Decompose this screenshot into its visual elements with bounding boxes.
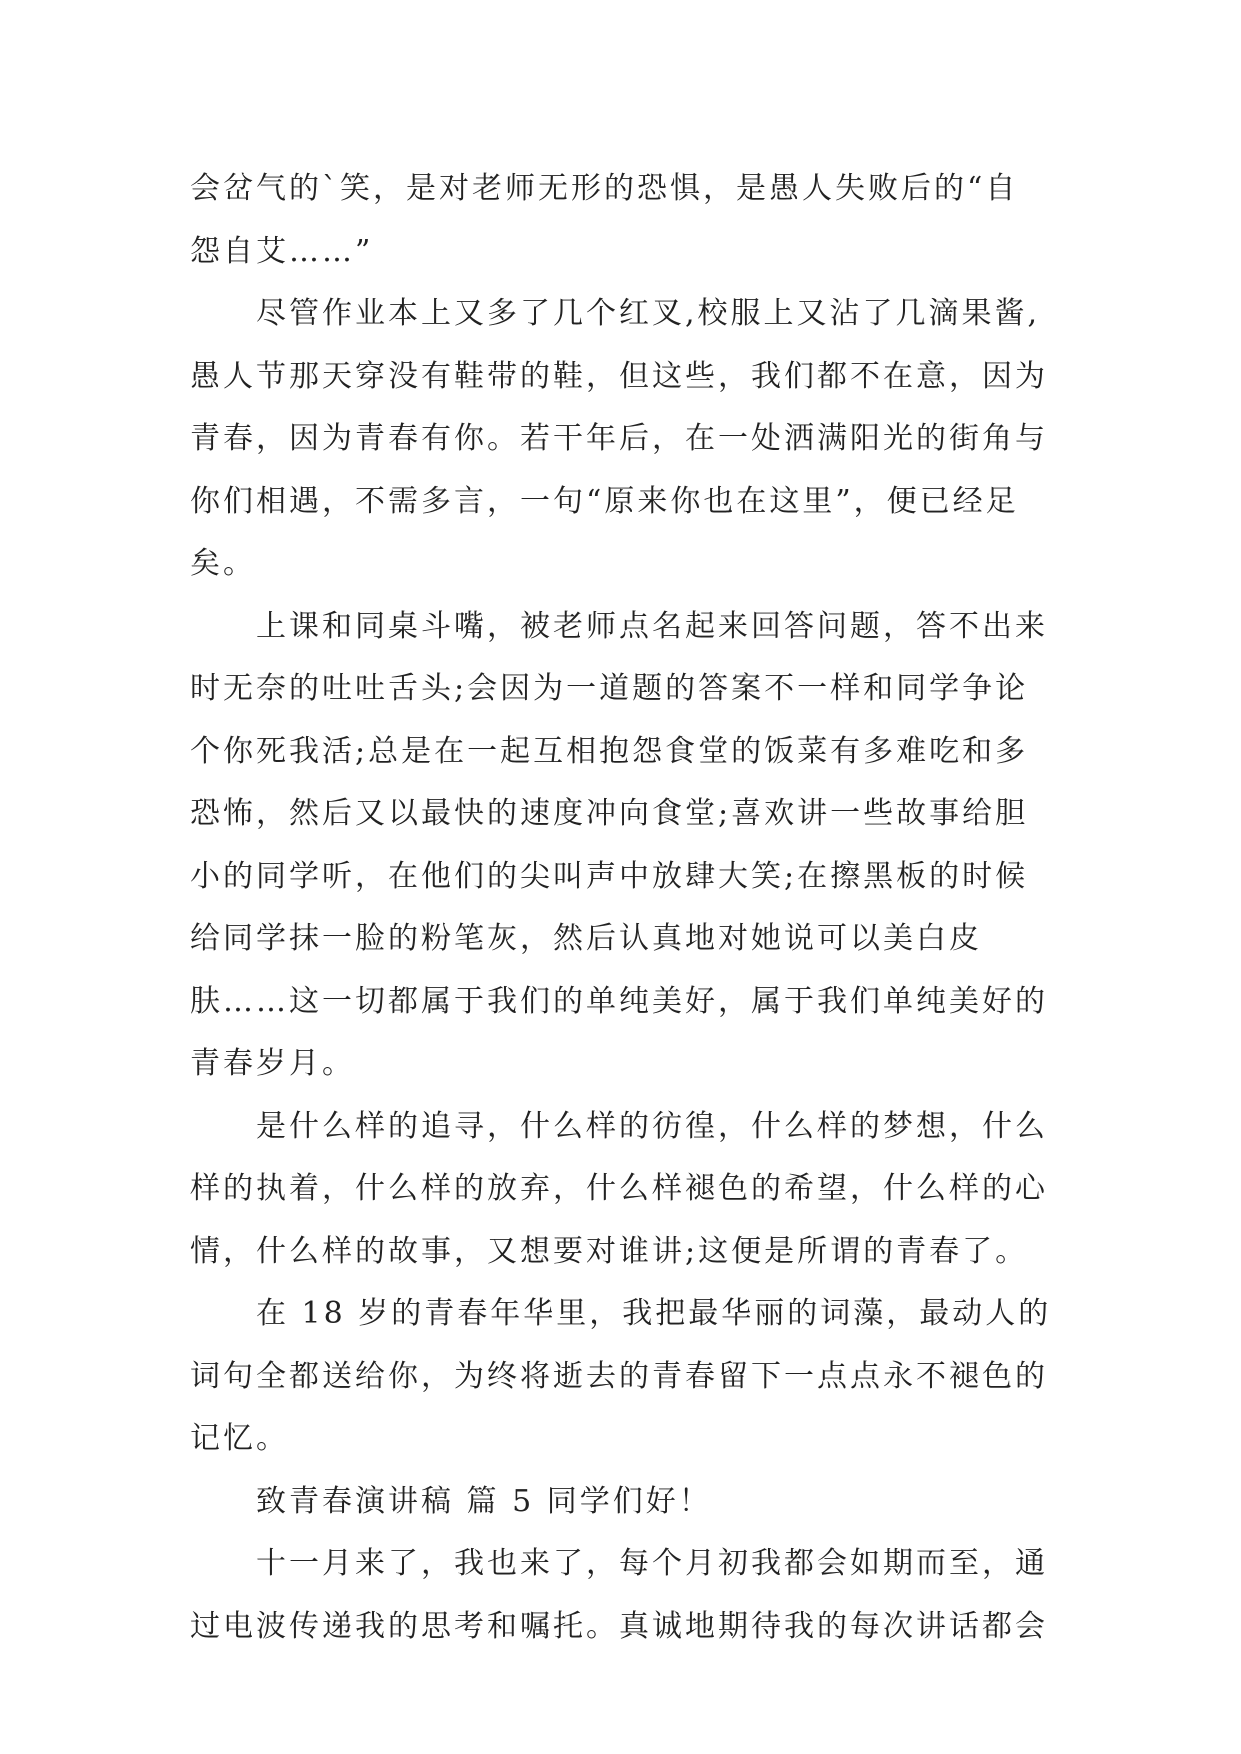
- text-line: 青春，因为青春有你。若干年后，在一处洒满阳光的街角与: [190, 421, 1048, 456]
- text-line: 给同学抹一脸的粉笔灰，然后认真地对她说可以美白皮: [190, 921, 982, 956]
- text-line: 样的执着，什么样的放弃，什么样褪色的希望，什么样的心: [190, 1171, 1048, 1206]
- text-line: 尽管作业本上又多了几个红叉,校服上又沾了几滴果酱,: [256, 296, 1041, 331]
- text-line: 青春岁月。: [190, 1046, 355, 1081]
- text-line: 词句全都送给你，为终将逝去的青春留下一点点永不褪色的: [190, 1358, 1048, 1394]
- text-line: 个你死我活;总是在一起互相抱怨食堂的饭菜有多难吃和多: [190, 733, 1029, 769]
- text-line: 情，什么样的故事，又想要对谁讲;这便是所谓的青春了。: [190, 1233, 1029, 1269]
- text-line: 愚人节那天穿没有鞋带的鞋，但这些，我们都不在意，因为: [190, 358, 1048, 394]
- text-line: 会岔气的`笑，是对老师无形的恐惧，是愚人失败后的“自: [190, 171, 1019, 206]
- text-line: 过电波传递我的思考和嘱托。真诚地期待我的每次讲话都会: [190, 1608, 1048, 1644]
- text-line: 你们相遇，不需多言，一句“原来你也在这里”，便已经足: [190, 483, 1019, 519]
- text-line: 小的同学听，在他们的尖叫声中放肆大笑;在擦黑板的时候: [190, 858, 1029, 894]
- text-line: 恐怖，然后又以最快的速度冲向食堂;喜欢讲一些故事给胆: [190, 796, 1029, 831]
- text-line: 时无奈的吐吐舌头;会因为一道题的答案不一样和同学争论: [190, 671, 1029, 706]
- document-body: [190, 158, 1050, 1658]
- text-line: 十一月来了，我也来了，每个月初我都会如期而至，通: [256, 1546, 1048, 1581]
- text-line: 肤……这一切都属于我们的单纯美好，属于我们单纯美好的: [190, 983, 1048, 1019]
- text-line: 是什么样的追寻，什么样的彷徨，什么样的梦想，什么: [256, 1108, 1048, 1144]
- text-line: 在 18 岁的青春年华里，我把最华丽的词藻，最动人的: [256, 1296, 1052, 1331]
- text-line: 矣。: [190, 546, 256, 581]
- text-line: 怨自艾……”: [190, 233, 374, 269]
- text-line: 致青春演讲稿 篇 5 同学们好！: [256, 1483, 712, 1519]
- text-line: 记忆。: [190, 1421, 289, 1456]
- text-line: 上课和同桌斗嘴，被老师点名起来回答问题，答不出来: [256, 608, 1048, 644]
